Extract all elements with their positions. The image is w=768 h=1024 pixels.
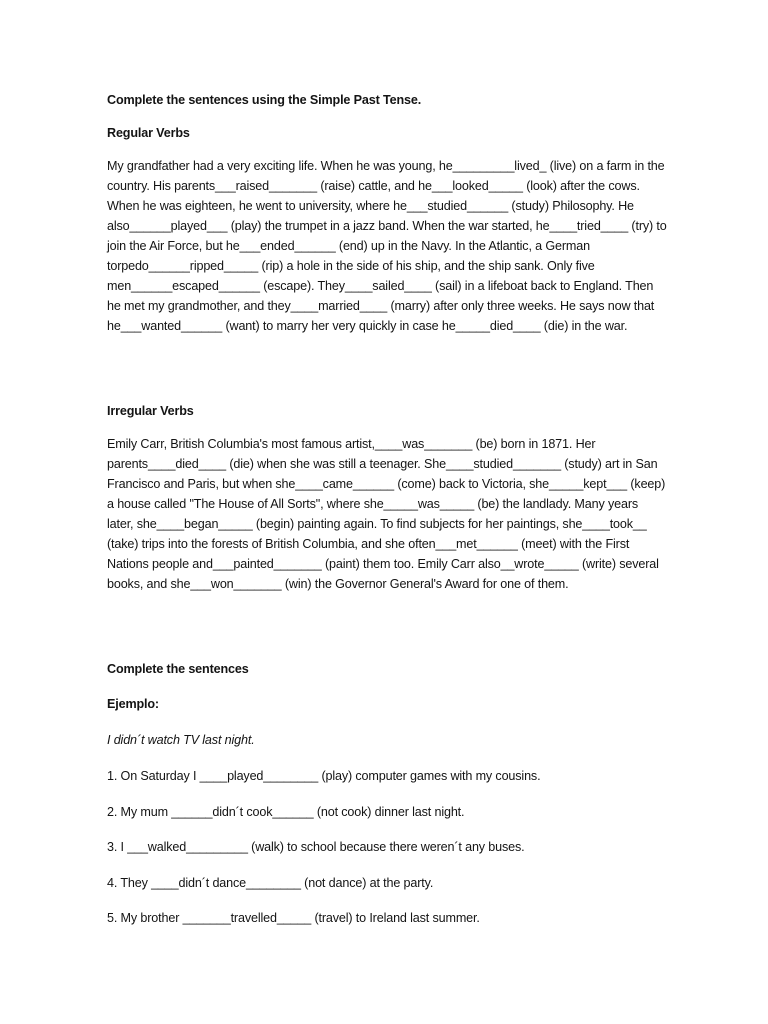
paragraph-irregular-verbs: Emily Carr, British Columbia's most famous artist,____was_______ (be) born in 1871. Her parents____died____ (die) when she was still a teenager. She____studied_______ (study) art in San Francisco and Paris, but when she____came______ (come) back to Victoria, she_____kept___ (keep) a house called "The House of All Sorts", where she_____was_____ (be) the landlady. Many years later, she____began_____ (begin) painting again. To find subjects for her paintings, she____took__ (take) trips into the forests of British Columbia, and she often___met______ (meet) with the First Nations people and___painted_______ (paint) them too. Emily Carr also__wrote_____ (write) several books, and she___won_______ (win) the Governor General's Award for one of them. xyxy=(107,437,666,591)
example-label: Ejemplo: xyxy=(107,697,159,711)
section-heading-irregular-verbs: Irregular Verbs xyxy=(107,404,194,418)
exercise-sentence-1: 1. On Saturday I ____played________ (play) computer games with my cousins. xyxy=(107,769,541,783)
exercise-sentence-2: 2. My mum ______didn´t cook______ (not cook) dinner last night. xyxy=(107,805,465,819)
example-sentence: I didn´t watch TV last night. xyxy=(107,733,255,747)
instruction-complete-sentences: Complete the sentences xyxy=(107,662,249,676)
paragraph-regular-verbs: My grandfather had a very exciting life. When he was young, he_________lived_ (live) on a farm in the country. His parents___raised_______ (raise) cattle, and he___looked_____ (look) after the cows. When he was eighteen, he went to university, where he___studied______ (study) Philosophy. He also______played___ (play) the trumpet in a jazz band. When the war started, he____tried____ (try) to join the Air Force, but he___ended______ (end) up in the Navy. In the Atlantic, a German torpedo______ripped_____ (rip) a hole in the side of his ship, and the ship sank. Only five men______escaped______ (escape). They____sailed____ (sail) in a lifeboat back to England. Then he met my grandmother, and they____married____ (marry) after only three weeks. He says now that he___wanted______ (want) to marry her very quickly in case he_____died____ (die) in the war. xyxy=(107,159,667,333)
exercise-sentence-5: 5. My brother _______travelled_____ (travel) to Ireland last summer. xyxy=(107,911,480,925)
section-heading-regular-verbs: Regular Verbs xyxy=(107,126,190,140)
exercise-sentence-3: 3. I ___walked_________ (walk) to school because there weren´t any buses. xyxy=(107,840,525,854)
exercise-sentence-4: 4. They ____didn´t dance________ (not dance) at the party. xyxy=(107,876,434,890)
instruction-simple-past: Complete the sentences using the Simple Past Tense. xyxy=(107,93,422,107)
